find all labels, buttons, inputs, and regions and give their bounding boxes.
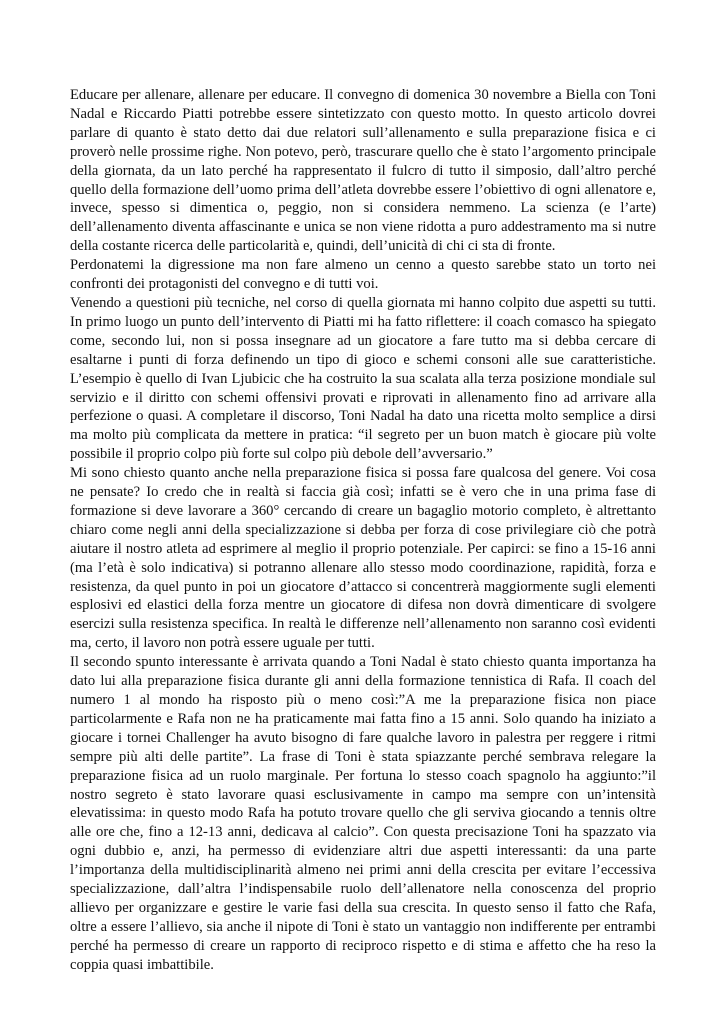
paragraph-second-point: Il secondo spunto interessante è arrivata quando a Toni Nadal è stato chiesto quanta importanza ha dato lui alla preparazione fisica durante gli anni della formazione tennistica di Rafa. Il coach del numero 1 al mondo ha risposto più o meno così:”A me la preparazione fisica non piace particolarmente e Rafa non ne ha praticamente mai fatta fino a 15 anni. Solo quando ha iniziato a giocare i tornei Challenger ha avuto bisogno di fare qualche lavoro in palestra per reggere i ritmi sempre più alti delle partite”. La frase di Toni è stata spiazzante perché sembrava relegare la preparazione fisica ad un ruolo marginale. Per fortuna lo stesso coach spagnolo ha aggiunto:”il nostro segreto è stato lavorare quasi esclusivamente in campo ma sempre con un’intensità elevatissima: in questo modo Rafa ha potuto trovare quello che gli serviva giocando a tennis oltre alle ore che, fino a 12-13 anni, dedicava al calcio”. Con questa precisazione Toni ha spazzato via ogni dubbio e, anzi, ha permesso di evidenziare altri due aspetti interessanti: da una parte l’importanza della multidisciplinarità almeno nei primi anni della crescita per evitare l’eccessiva specializzazione, dall’altra l’indispensabile ruolo dell’allenatore nella conoscenza del proprio allievo per organizzare e gestire le varie fasi della sua crescita. In questo senso il fatto che Rafa, oltre a essere l’allievo, sia anche il nipote di Toni è stato un vantaggio non indifferente per entrambi perché ha permesso di creare un rapporto di reciproco rispetto e di stima e affetto che ha reso la coppia quasi imbattibile. [70, 654, 656, 973]
paragraph-digression: Perdonatemi la digressione ma non fare almeno un cenno a questo sarebbe stato un torto nei confronti dei protagonisti del convegno e di tutti voi. [70, 257, 656, 293]
document-body [70, 86, 656, 975]
paragraph-technical-aspects: Venendo a questioni più tecniche, nel corso di quella giornata mi hanno colpito due aspetti su tutti. In primo luogo un punto dell’intervento di Piatti mi ha fatto riflettere: il coach comasco ha spiegato come, secondo lui, non si possa insegnare ad un giocatore a fare tutto ma si debba cercare di esaltarne i punti di forza definendo un tipo di gioco e schemi consoni alle sue caratteristiche. L’esempio è quello di Ivan Ljubicic che ha costruito la sua scalata alla terza posizione mondiale sul servizio e il diritto con schemi offensivi provati e riprovati in allenamento fino ad arrivare alla perfezione o quasi. A completare il discorso, Toni Nadal ha dato una ricetta molto semplice a dirsi ma molto più complicata da mettere in pratica: “il segreto per un buon match è giocare più volte possibile il proprio colpo più forte sul colpo più debole dell’avversario.” [70, 294, 656, 463]
paragraph-intro: Educare per allenare, allenare per educare. Il convegno di domenica 30 novembre a Biella con Toni Nadal e Riccardo Piatti potrebbe essere sintetizzato con questo motto. In questo articolo dovrei parlare di quanto è stato detto dai due relatori sull’allenamento e sulla preparazione fisica e ci proverò nelle prossime righe. Non potevo, però, trascurare quello che è stato l’argomento principale della giornata, da un lato perché ha rappresentato il fulcro di tutto il simposio, dall’altro perché quello della formazione dell’uomo prima dell’atleta dovrebbe essere l’obiettivo di ogni allenatore e, invece, spesso si dimentica o, peggio, non si considera nemmeno. La scienza (e l’arte) dell’allenamento diventa affascinante e unica se non viene ridotta a puro addestramento ma si nutre della costante ricerca delle particolarità e, quindi, dell’unicità di chi ci sta di fronte. [70, 87, 656, 255]
paragraph-physical-preparation: Mi sono chiesto quanto anche nella preparazione fisica si possa fare qualcosa del genere. Voi cosa ne pensate? Io credo che in realtà si faccia già così; infatti se è vero che in una prima fase di formazione si deve lavorare a 360° cercando di creare un bagaglio motorio completo, è altrettanto chiaro come negli anni della specializzazione si debba per forza di cose privilegiare ciò che potrà aiutare il nostro atleta ad esprimere al meglio il proprio potenziale. Per capirci: se fino a 15-16 anni (ma l’età è solo indicativa) si potranno allenare allo stesso modo coordinazione, rapidità, forza e resistenza, da quel punto in poi un giocatore d’attacco si concentrerà maggiormente sugli elementi esplosivi ed elastici della forza mentre un giocatore di difesa non dovrà dimenticare di svolgere esercizi sulla resistenza specifica. In realtà le differenze nell’allenamento non saranno così evidenti ma, certo, il lavoro non potrà essere uguale per tutti. [70, 465, 656, 652]
